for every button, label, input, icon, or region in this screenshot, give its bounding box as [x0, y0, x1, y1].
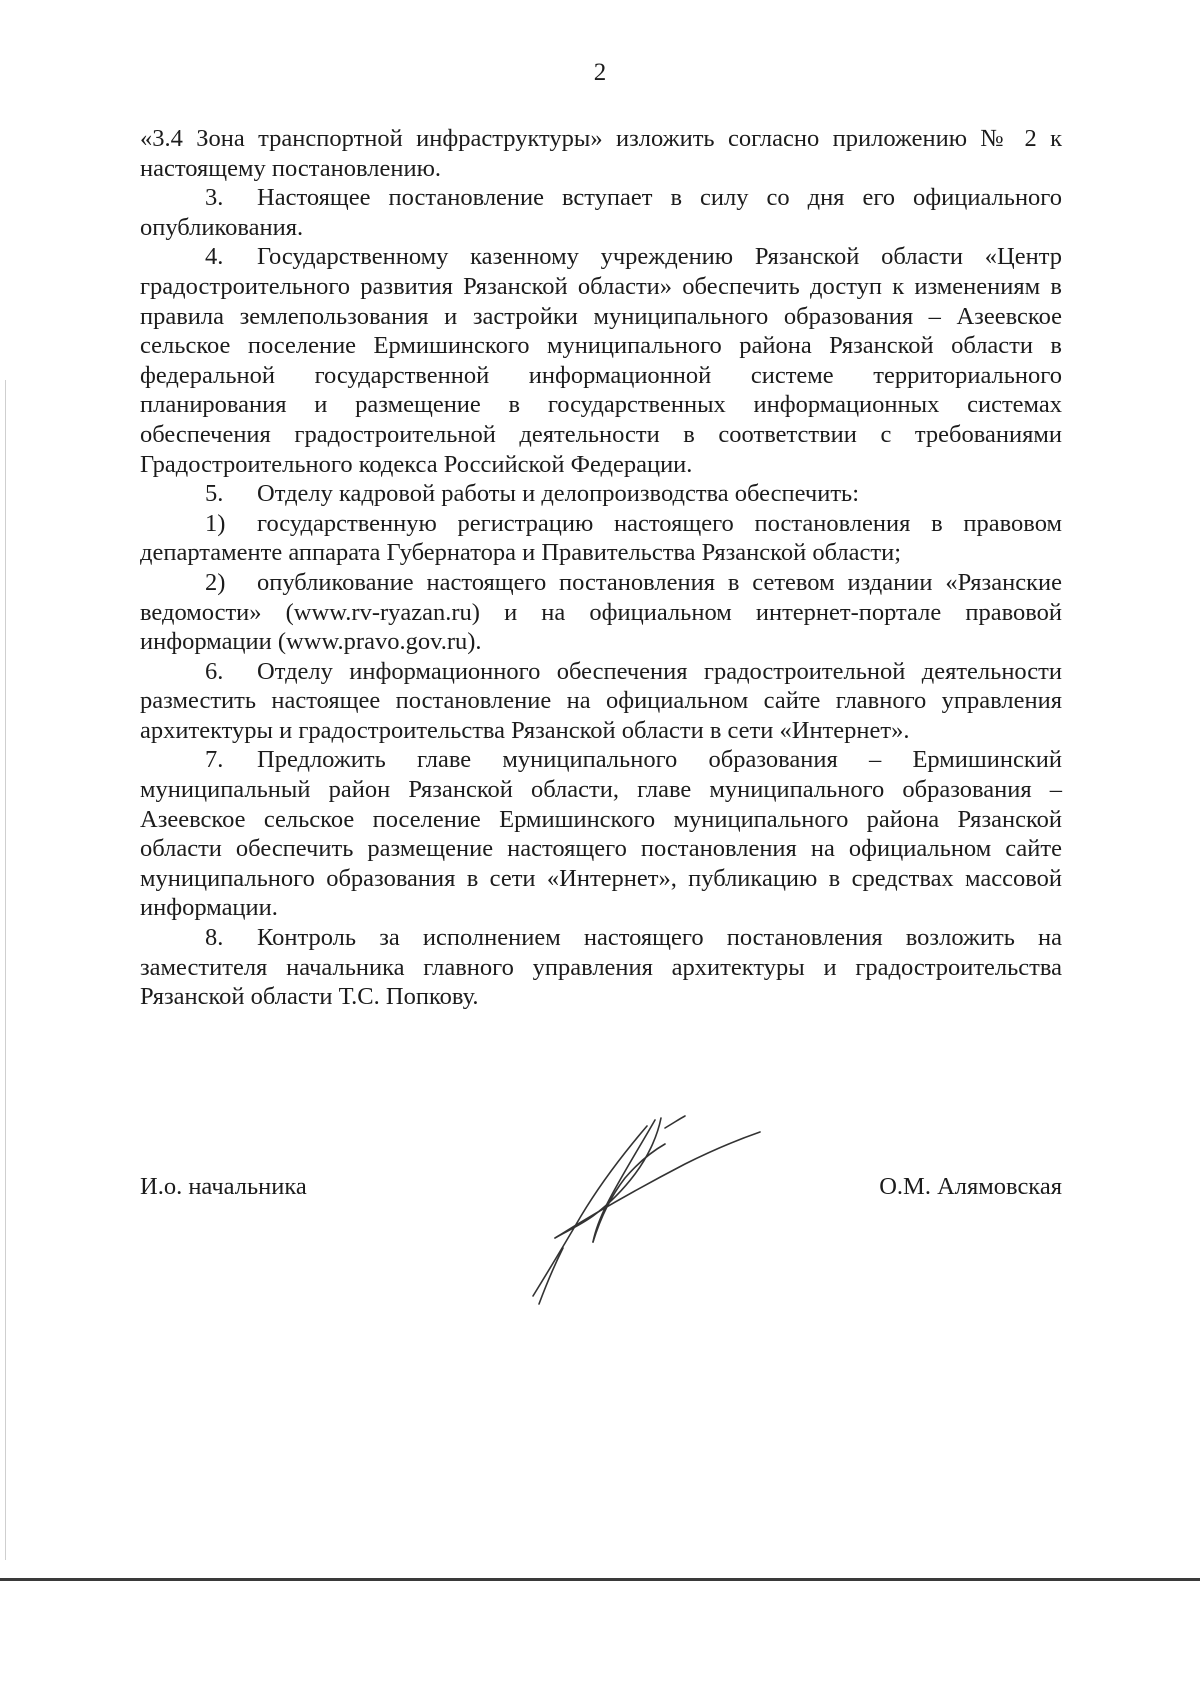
paragraph-5-item-1-text: государственную регистрацию настоящего постановления в правовом департаменте аппарата Губернатора и Правительства Рязанской области;: [140, 509, 1062, 567]
paragraph-5-item-2: [140, 568, 1062, 657]
document-body: [140, 124, 1062, 1012]
paragraph-5-item-2-text: опубликование настоящего постановления в сетевом издании «Рязанские ведомости» (www.rv-ryazan.ru) и на официальном интернет-портале правовой информации (www.pravo.gov.ru).: [140, 568, 1062, 656]
page-number: 2: [593, 59, 607, 86]
paragraph-6-text: Отделу информационного обеспечения градостроительной деятельности разместить настоящее постановление на официальном сайте главного управления архитектуры и градостроительства Рязанской области в сети «Интернет».: [140, 657, 1062, 744]
signatory-role: И.о. начальника: [140, 1173, 307, 1200]
paragraph-4-text: Государственному казенному учреждению Рязанской области «Центр градостроительного развития Рязанской области» обеспечить доступ к изменениям в правила землепользования и застройки муниципального образования – Азеевское сельское поселение Ермишинского муниципального района Рязанской области в федеральной государственной информационной системе территориального планирования и размещение в государственных информационных системах обеспечения градостроительной деятельности в соответствии с требованиями Градостроительного кодекса Российской Федерации.: [140, 243, 1062, 478]
scan-edge-left: [5, 380, 6, 1560]
signatory-name: О.М. Алямовская: [879, 1173, 1062, 1200]
paragraph-8: [140, 923, 1062, 1012]
paragraph-7-text: Предложить главе муниципального образования – Ермишинский муниципальный район Рязанской области, главе муниципального образования – Азеевское сельское поселение Ермишинского муниципального района Рязанской области обеспечить размещение настоящего постановления на официальном сайте муниципального образования в сети «Интернет», публикацию в средствах массовой информации.: [140, 746, 1062, 922]
paragraph-3-text: Настоящее постановление вступает в силу со дня его официального опубликования.: [140, 184, 1062, 241]
paragraph-5-item-1: [140, 509, 1062, 568]
handwritten-signature: [515, 1108, 765, 1308]
paragraph-4-number: 4.: [205, 243, 224, 271]
paragraph-7-number: 7.: [205, 746, 224, 774]
continuation-paragraph: «3.4 Зона транспортной инфраструктуры» изложить согласно приложению № 2 к настоящему постановлению.: [140, 125, 1062, 182]
paragraph-8-text: Контроль за исполнением настоящего постановления возложить на заместителя начальника главного управления архитектуры и градостроительства Рязанской области Т.С. Попкову.: [140, 924, 1062, 1011]
scan-edge-bottom: [0, 1578, 1200, 1581]
paragraph-5-number: 5.: [205, 480, 224, 508]
paragraph-6-number: 6.: [205, 657, 224, 685]
paragraph-3: [140, 183, 1062, 242]
paragraph-5-text: Отделу кадровой работы и делопроизводства обеспечить:: [257, 480, 860, 508]
paragraph-5-item-2-number: 2): [205, 568, 226, 596]
paragraph-6: [140, 657, 1062, 746]
paragraph-7: [140, 745, 1062, 923]
paragraph-5: [140, 479, 1062, 509]
paragraph-8-number: 8.: [205, 924, 224, 952]
paragraph-5-item-1-number: 1): [205, 509, 226, 537]
paragraph-4: [140, 242, 1062, 479]
paragraph-3-number: 3.: [205, 184, 224, 212]
